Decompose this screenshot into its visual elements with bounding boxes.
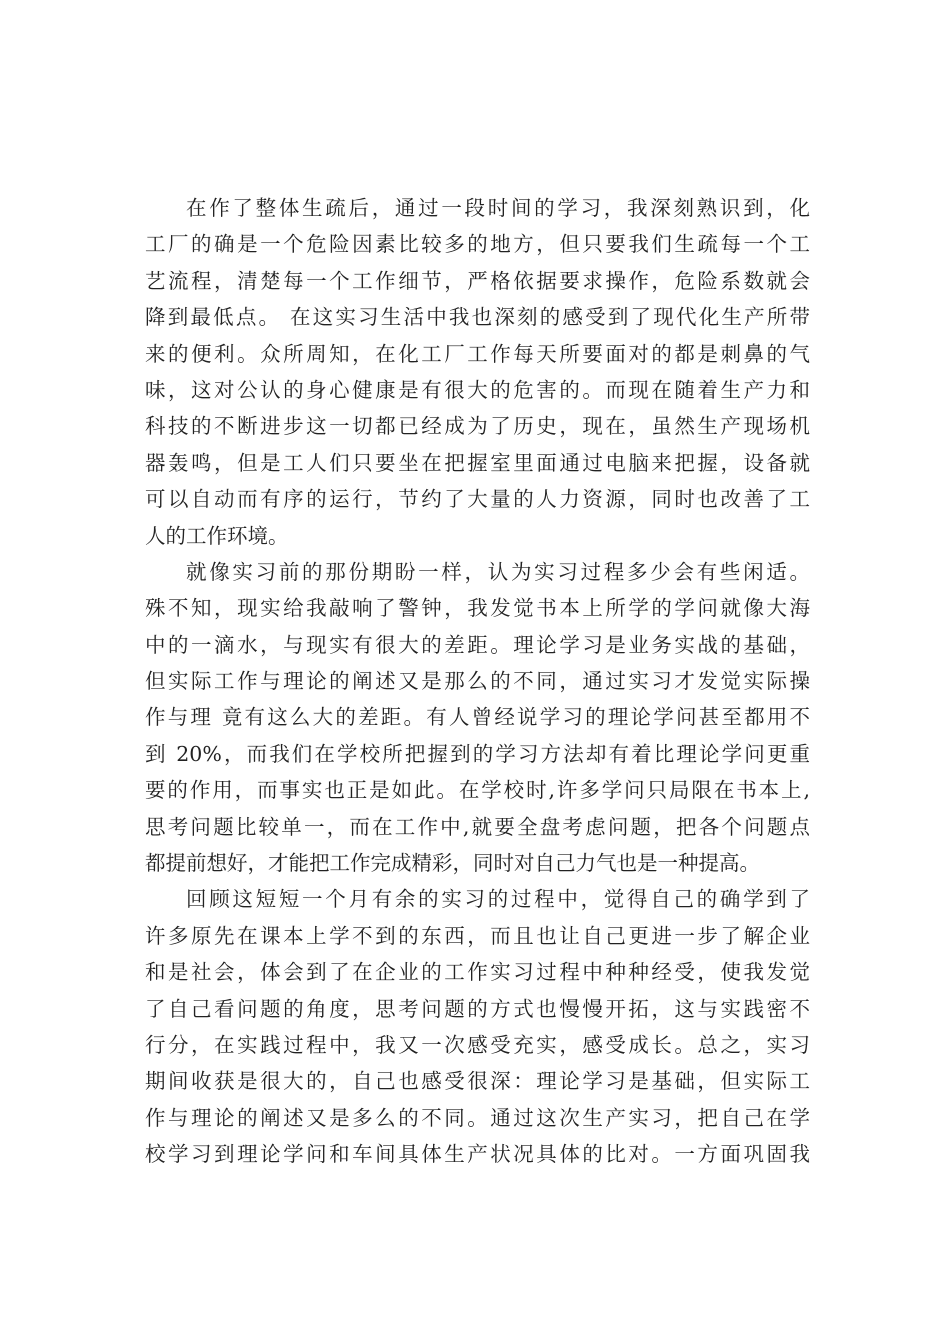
text-line: 来的便利。众所周知，在化工厂工作每天所要面对的都是刺鼻的气 [145,341,810,366]
text-line: 校学习到理论学问和车间具体生产状况具体的比对。一方面巩固我 [145,1142,810,1167]
text-line: 思考问题比较单一，而在工作中,就要全盘考虑问题，把各个问题点 [145,814,810,839]
text-line: 科技的不断进步这一切都已经成为了历史，现在，虽然生产现场机 [145,414,810,439]
text-line: 人的工作环境。 [145,523,289,548]
text-line: 要的作用，而事实也正是如此。在学校时,许多学问只局限在书本上, [145,778,810,803]
text-line: 降到最低点。 在这实习生活中我也深刻的感受到了现代化生产所带 [145,305,810,330]
text-line: 行分，在实践过程中，我又一次感受充实，感受成长。总之，实习 [145,1032,810,1057]
text-line: 到 20%，而我们在学校所把握到的学习方法却有着比理论学问更重 [145,741,810,766]
document-body [145,190,810,1173]
text-line: 艺流程，清楚每一个工作细节，严格依据要求操作，危险系数就会 [145,268,810,293]
text-line: 在作了整体生疏后，通过一段时间的学习，我深刻熟识到，化 [186,196,810,220]
text-line: 了自己看问题的角度，思考问题的方式也慢慢开拓，这与实践密不 [145,996,810,1021]
text-line: 都提前想好，才能把工作完成精彩，同时对自己力气也是一种提高。 [145,851,760,876]
text-line: 味，这对公认的身心健康是有很大的危害的。而现在随着生产力和 [145,377,810,402]
text-line: 工厂的确是一个危险因素比较多的地方，但只要我们生疏每一个工 [145,232,810,257]
text-line: 中的一滴水，与现实有很大的差距。理论学习是业务实战的基础， [145,632,810,657]
text-line: 回顾这短短一个月有余的实习的过程中，觉得自己的确学到了 [186,887,810,912]
paragraph [145,881,810,1172]
text-line: 作与理论的阐述又是多么的不同。通过这次生产实习，把自己在学 [145,1105,810,1130]
text-line: 但实际工作与理论的阐述又是那么的不同，通过实习才发觉实际操 [145,669,810,694]
text-line: 器轰鸣，但是工人们只要坐在把握室里面通过电脑来把握，设备就 [145,450,810,475]
paragraph [145,190,810,554]
text-line: 许多原先在课本上学不到的东西，而且也让自己更进一步了解企业 [145,923,810,948]
text-line: 殊不知，现实给我敲响了警钟，我发觉书本上所学的学问就像大海 [145,596,810,621]
text-line: 和是社会，体会到了在企业的工作实习过程中种种经受，使我发觉 [145,960,810,985]
text-line: 就像实习前的那份期盼一样，认为实习过程多少会有些闲适。 [186,559,810,584]
text-line: 可以自动而有序的运行，节约了大量的人力资源，同时也改善了工 [145,487,810,512]
text-line: 期间收获是很大的，自己也感受很深：理论学习是基础，但实际工 [145,1069,810,1094]
paragraph [145,554,810,882]
text-line: 作与理 竟有这么大的差距。有人曾经说学习的理论学问甚至都用不 [145,705,810,730]
